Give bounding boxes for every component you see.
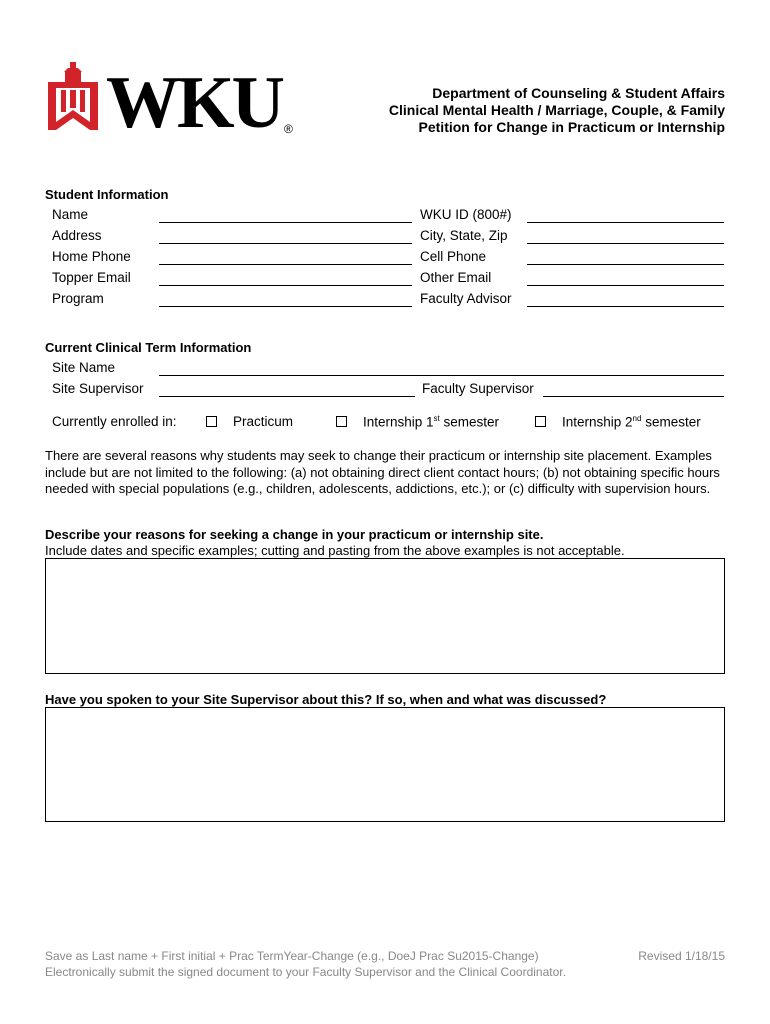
- site-supervisor-label: Site Supervisor: [52, 381, 144, 396]
- address-label: Address: [52, 228, 102, 243]
- faculty-advisor-label: Faculty Advisor: [420, 291, 512, 306]
- registered-mark: ®: [284, 122, 293, 136]
- enrolled-label: Currently enrolled in:: [52, 414, 177, 429]
- name-label: Name: [52, 207, 89, 222]
- internship-2-label: Internship 2nd semester: [562, 414, 701, 430]
- internship-1-checkbox[interactable]: [336, 416, 347, 427]
- city-state-zip-label: City, State, Zip: [420, 228, 508, 243]
- cell-phone-label: Cell Phone: [420, 249, 487, 264]
- program-label: Program: [52, 291, 104, 306]
- footer-revised-date: Revised 1/18/15: [638, 949, 725, 963]
- internship-2-checkbox[interactable]: [535, 416, 546, 427]
- faculty-supervisor-field[interactable]: [543, 396, 724, 397]
- footer-save-instructions: Save as Last name + First initial + Prac TermYear-Change (e.g., DoeJ Prac Su2015-Change): [45, 949, 539, 963]
- header-department: Department of Counseling & Student Affairs: [432, 85, 725, 101]
- topper-email-label: Topper Email: [52, 270, 131, 285]
- home-phone-label: Home Phone: [52, 249, 131, 264]
- internship-1-label: Internship 1st semester: [363, 414, 500, 430]
- header-programs: Clinical Mental Health / Marriage, Couple, & Family: [388, 102, 725, 118]
- cell-phone-field[interactable]: [527, 264, 724, 265]
- other-email-label: Other Email: [420, 270, 492, 285]
- student-info-heading: Student Information: [45, 187, 169, 202]
- faculty-advisor-field[interactable]: [527, 306, 724, 307]
- reasons-question: Describe your reasons for seeking a change in your practicum or internship site.: [45, 527, 544, 542]
- site-supervisor-field[interactable]: [159, 396, 415, 397]
- home-phone-field[interactable]: [159, 264, 412, 265]
- other-email-field[interactable]: [527, 285, 724, 286]
- practicum-checkbox[interactable]: [206, 416, 217, 427]
- reasons-instructions: Include dates and specific examples; cutting and pasting from the above examples is not acceptable.: [45, 543, 625, 558]
- program-field[interactable]: [159, 306, 412, 307]
- wku-wordmark: WKU: [106, 62, 282, 144]
- clinical-term-heading: Current Clinical Term Information: [45, 340, 252, 355]
- site-name-label: Site Name: [52, 360, 116, 375]
- footer-submit-instructions: Electronically submit the signed document to your Faculty Supervisor and the Clinical Coordinator.: [45, 965, 566, 979]
- address-field[interactable]: [159, 243, 412, 244]
- supervisor-discussion-textarea[interactable]: [45, 707, 725, 822]
- topper-email-field[interactable]: [159, 285, 412, 286]
- header-form-title: Petition for Change in Practicum or Internship: [418, 119, 725, 135]
- wku-logo: [48, 60, 298, 144]
- site-name-field[interactable]: [159, 375, 724, 376]
- practicum-label: Practicum: [233, 414, 294, 429]
- reasons-textarea[interactable]: [45, 558, 725, 674]
- wku-id-field[interactable]: [527, 222, 724, 223]
- city-state-zip-field[interactable]: [527, 243, 724, 244]
- intro-paragraph: There are several reasons why students may seek to change their practicum or internship site placement. Examples include but are not limited to the following: (a) not obtaining direct client contact hours; (b) not obtaining specific hours needed with special populations (e.g., children, adolescents, addictions, etc.); or (c) difficulty with supervision hours.: [45, 448, 720, 496]
- supervisor-question: Have you spoken to your Site Supervisor about this? If so, when and what was discussed?: [45, 692, 607, 707]
- faculty-supervisor-label: Faculty Supervisor: [422, 381, 534, 396]
- wku-id-label: WKU ID (800#): [420, 207, 512, 222]
- name-field[interactable]: [159, 222, 412, 223]
